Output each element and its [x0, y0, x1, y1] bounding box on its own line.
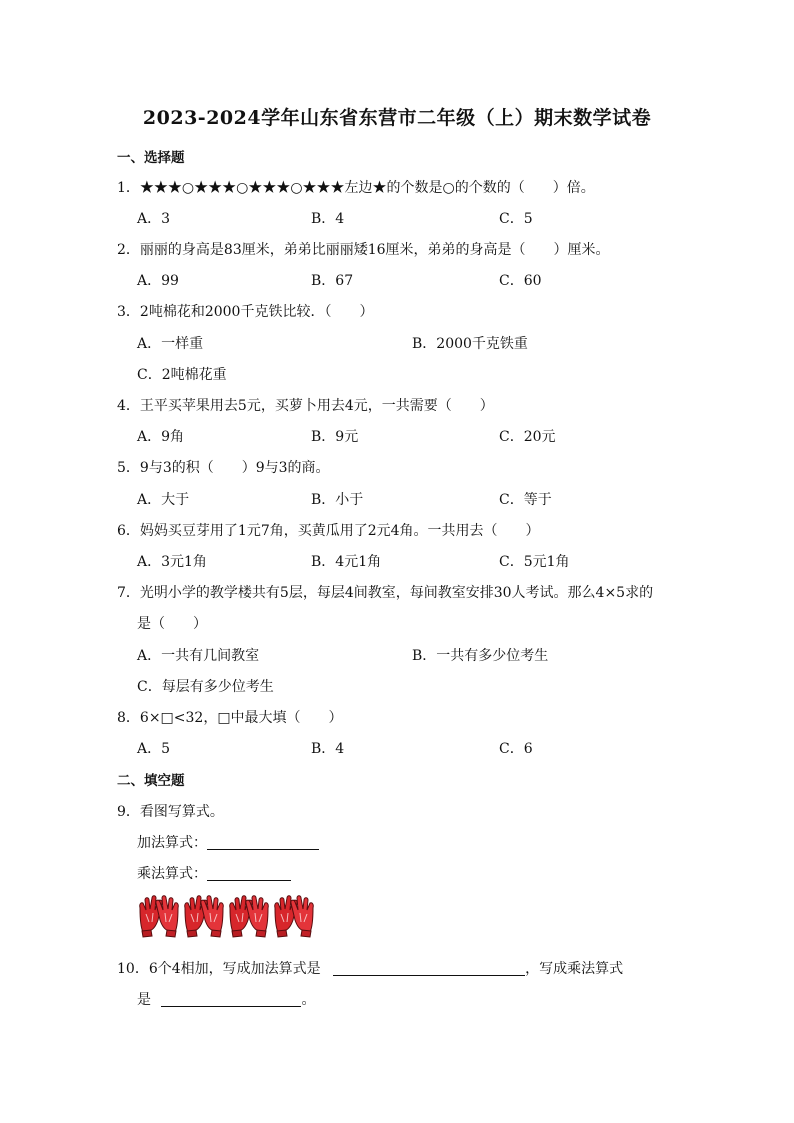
question-6: 6．妈妈买豆芽用了1元7角，买黄瓜用了2元4角。一共用去（ ） — [117, 523, 540, 539]
q10-continued: 是 — [137, 992, 151, 1008]
q4-option-b[interactable]: B．9元 — [311, 429, 359, 445]
gloves-figure — [137, 894, 317, 940]
q5-option-b[interactable]: B．小于 — [311, 492, 364, 508]
q9-addition-blank[interactable] — [207, 835, 319, 850]
glove-pair-icon — [140, 896, 179, 937]
section-fill-heading: 二、填空题 — [117, 773, 185, 789]
q5-option-a[interactable]: A．大于 — [137, 492, 190, 508]
q6-option-c[interactable]: C．5元1角 — [499, 554, 570, 570]
q1-option-b[interactable]: B．4 — [311, 211, 345, 227]
q9-addition-line — [137, 832, 319, 852]
q5-option-c[interactable]: C．等于 — [499, 492, 552, 508]
q7-option-c[interactable]: C．每层有多少位考生 — [137, 679, 274, 695]
glove-pair-icon — [275, 896, 314, 937]
q10-mid-text: ，写成乘法算式 — [525, 961, 624, 977]
glove-pair-icon — [185, 896, 224, 937]
q6-option-b[interactable]: B．4元1角 — [311, 554, 382, 570]
q10-end-text: 。 — [301, 992, 316, 1008]
question-7: 7．光明小学的教学楼共有5层，每层4间教室，每间教室安排30人考试。那么4×5求的 — [117, 585, 654, 601]
question-4: 4．王平买苹果用去5元，买萝卜用去4元，一共需要（ ） — [117, 398, 494, 414]
question-10-line-1 — [117, 958, 623, 978]
question-7-continued: 是（ ） — [137, 616, 207, 632]
q8-option-a[interactable]: A．5 — [137, 741, 171, 757]
q2-option-a[interactable]: A．99 — [137, 273, 179, 289]
question-1: 1．★★★○★★★○★★★○★★★左边★的个数是○的个数的（ ）倍。 — [117, 180, 595, 196]
q9-multiplication-label: 乘法算式： — [137, 866, 207, 882]
question-5: 5．9与3的积（ ）9与3的商。 — [117, 460, 330, 476]
q4-option-c[interactable]: C．20元 — [499, 429, 556, 445]
q8-option-c[interactable]: C．6 — [499, 741, 533, 757]
q3-option-c[interactable]: C．2吨棉花重 — [137, 367, 227, 383]
q8-option-b[interactable]: B．4 — [311, 741, 345, 757]
q4-option-a[interactable]: A．9角 — [137, 429, 185, 445]
question-2: 2．丽丽的身高是83厘米，弟弟比丽丽矮16厘米，弟弟的身高是（ ）厘米。 — [117, 242, 610, 258]
q9-addition-label: 加法算式： — [137, 835, 207, 851]
question-8: 8．6×□<32，□中最大填（ ） — [117, 710, 343, 726]
question-3: 3．2吨棉花和2000千克铁比较．（ ） — [117, 304, 374, 320]
q3-option-b[interactable]: B．2000千克铁重 — [412, 336, 528, 352]
q2-option-c[interactable]: C．60 — [499, 273, 542, 289]
q10-addition-blank[interactable] — [333, 961, 525, 976]
page-title: 2023-2024学年山东省东营市二年级（上）期末数学试卷 — [142, 107, 652, 129]
question-10: 10．6个4相加，写成加法算式是 — [117, 961, 321, 977]
q3-option-a[interactable]: A．一样重 — [137, 336, 204, 352]
question-9: 9．看图写算式。 — [117, 804, 224, 820]
q7-option-a[interactable]: A．一共有几间教室 — [137, 648, 260, 664]
glove-pair-icon — [230, 896, 269, 937]
q6-option-a[interactable]: A．3元1角 — [137, 554, 207, 570]
q9-multiplication-blank[interactable] — [207, 866, 291, 881]
q2-option-b[interactable]: B．67 — [311, 273, 354, 289]
question-10-line-2 — [137, 989, 315, 1009]
q7-option-b[interactable]: B．一共有多少位考生 — [412, 648, 549, 664]
section-choice-heading: 一、选择题 — [117, 150, 185, 166]
q1-option-a[interactable]: A．3 — [137, 211, 171, 227]
q10-multiplication-blank[interactable] — [161, 992, 301, 1007]
q9-multiplication-line — [137, 863, 291, 883]
q1-option-c[interactable]: C．5 — [499, 211, 533, 227]
